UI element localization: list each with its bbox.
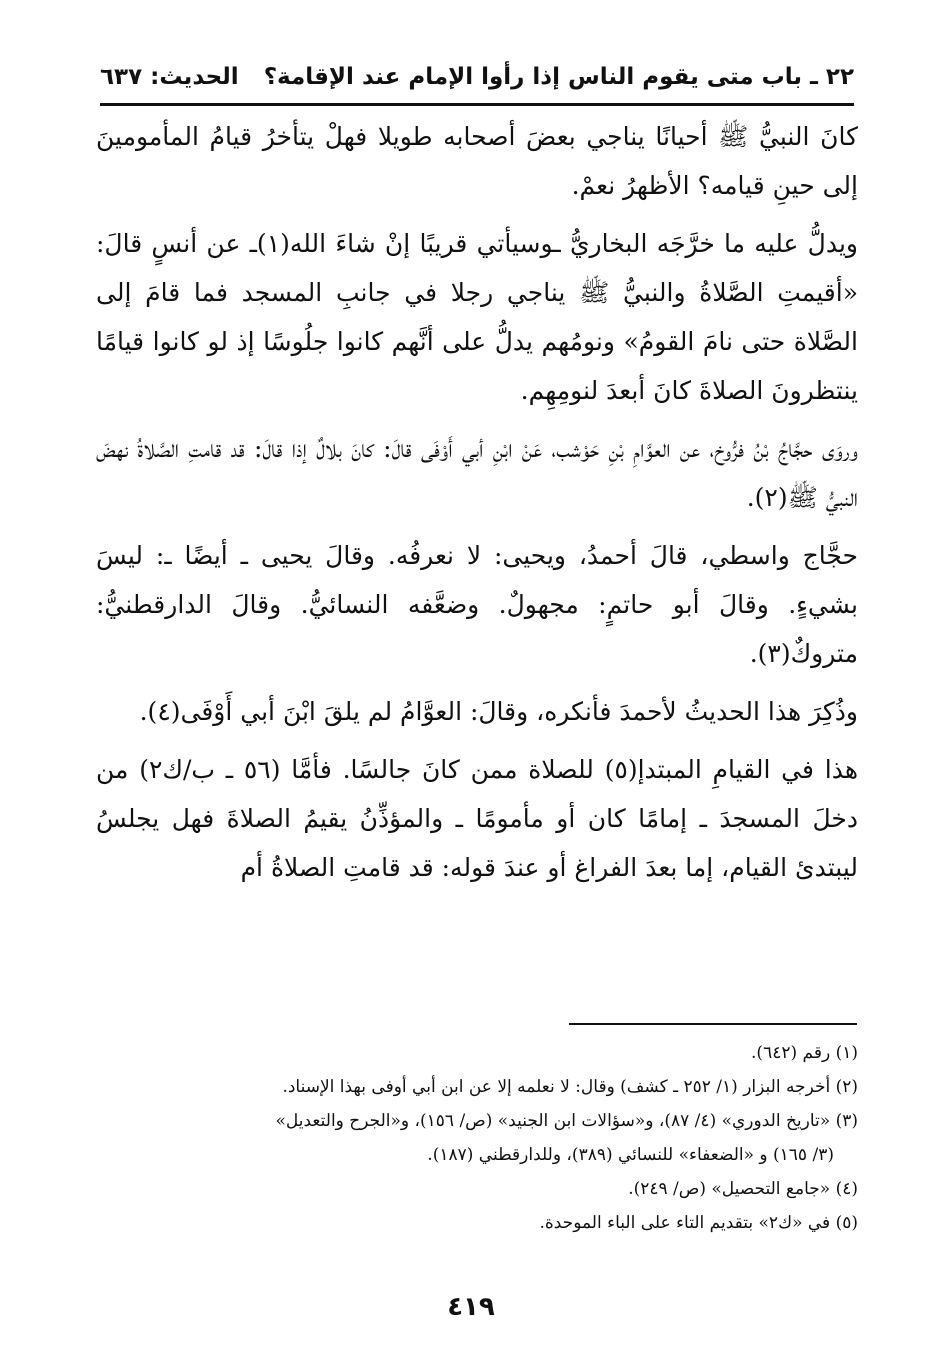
paragraph: كانَ النبيُّ ﷺ أحيانًا يناجي بعضَ أصحابه طويلا فهلْ يتأخرُ قيامُ المأمومينَ إلى حينِ قيامه؟ الأظهرُ نعمْ. bbox=[96, 122, 858, 200]
running-header bbox=[100, 56, 854, 98]
paragraph: حجَّاج واسطي، قالَ أحمدُ، ويحيى: لا نعرفُه. وقالَ يحيى ـ أيضًا ـ: ليسَ بشيءٍ. وقالَ أبو حاتمٍ: مجهولٌ. وضعَّفه النسائيُّ. وقالَ الدارقطنيُّ: متروكٌ(٣). bbox=[96, 541, 858, 668]
footnote: (٢) أخرجه البزار (١/ ٢٥٢ ـ كشف) وقال: لا نعلمه إلا عن ابن أبي أوفى بهذا الإسناد. bbox=[282, 1077, 858, 1097]
footnote: (٣) «تاريخ الدوري» (٤/ ٨٧)، و«سؤالات ابن الجنيد» (ص/ ١٥٦)، و«الجرح والتعديل» bbox=[275, 1111, 858, 1131]
footnote: (٤) «جامع التحصيل» (ص/ ٢٤٩). bbox=[628, 1179, 858, 1199]
page-number: ٤١٩ bbox=[447, 1292, 495, 1322]
hadith-number: الحديث: ٦٣٧ bbox=[100, 64, 239, 90]
paragraph: وروَى حجَّاجُ بْنُ فرُّوخ، عن العوَّامِ بْنِ حَوْشب، عَنْ ابْنِ أبي أَوْفَى قالَ: كانَ بلالٌ إذا قالَ: قد قامتِ الصَّلاةُ نهضَ النبيُّ ﷺ(٢). bbox=[96, 434, 858, 512]
chapter-title: ٢٢ ـ باب متى يقوم الناس إذا رأوا الإمام عند الإقامة؟ bbox=[263, 64, 854, 90]
footnote-continuation: (٣/ ١٦٥) و «الضعفاء» للنسائي (٣٨٩)، وللدارقطني (١٨٧). bbox=[427, 1145, 834, 1165]
paragraph: وذُكِرَ هذا الحديثُ لأحمدَ فأنكره، وقالَ: العوَّامُ لم يلقَ ابْنَ أبي أَوْفَى(٤). bbox=[139, 697, 858, 726]
paragraph: هذا في القيامِ المبتدإ(٥) للصلاة ممن كانَ جالسًا. فأمَّا (٥٦ ـ ب/ك٢) من دخلَ المسجدَ ـ إمامًا كان أو مأمومًا ـ والمؤذِّنُ يقيمُ الصلاةَ فهل يجلسُ ليبتدئ القيام، إما بعدَ الفراغ أو عندَ قوله: قد قامتِ الصلاةُ أم bbox=[96, 755, 859, 882]
paragraph: ويدلُّ عليه ما خرَّجَه البخاريُّ ـوسيأتي قريبًا إنْ شاءَ الله(١)ـ عن أنسٍ قالَ: «أقيمتِ الصَّلاةُ والنبيُّ ﷺ يناجي رجلا في جانبِ المسجد فما قامَ إلى الصَّلاة حتى نامَ القومُ» ونومُهم يدلُّ على أنَّهم كانوا جلُوسًا إذ لو كانوا قيامًا ينتظرونَ الصلاةَ كانَ أبعدَ لنومِهِم. bbox=[96, 229, 858, 405]
footnote-separator bbox=[569, 1023, 857, 1025]
footnote: (٥) في «ك٢» بتقديم التاء على الباء الموحدة. bbox=[539, 1213, 858, 1233]
header-rule bbox=[100, 103, 854, 106]
main-text bbox=[96, 112, 858, 892]
footnotes bbox=[96, 1036, 858, 1240]
footnote: (١) رقم (٦٤٢). bbox=[751, 1043, 858, 1063]
